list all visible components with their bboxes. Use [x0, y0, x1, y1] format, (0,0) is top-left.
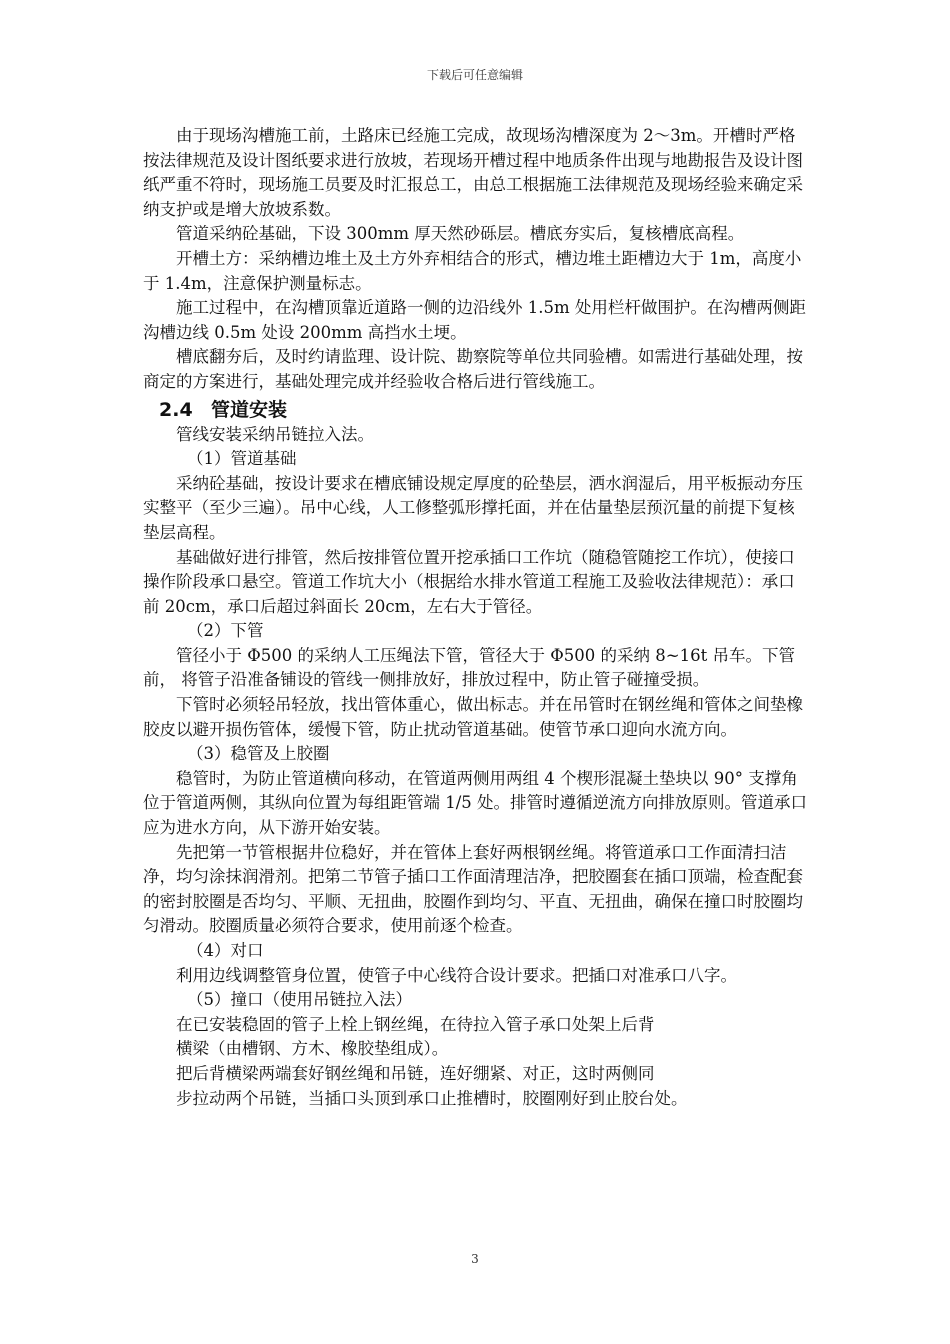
document-body: [143, 124, 811, 1111]
paragraph: 基础做好进行排管，然后按排管位置开挖承插口工作坑（随稳管随挖工作坑），使接口操作阶段承口悬空。管道工作坑大小（根据给水排水管道工程施工及验收法律规范）：承口前 20cm，承口后超过斜面长 20cm，左右大于管径。: [143, 547, 795, 616]
paragraph: 管线安装采纳吊链拉入法。: [176, 424, 374, 444]
paragraph-line: 在已安装稳固的管子上栓上钢丝绳，在待拉入管子承口处架上后背: [176, 1014, 655, 1034]
paragraph: 槽底翻夯后，及时约请监理、设计院、勘察院等单位共同验槽。如需进行基础处理，按商定的方案进行，基础处理完成并经验收合格后进行管线施工。: [143, 347, 803, 391]
page-number: 3: [471, 1252, 479, 1266]
paragraph-line: 步拉动两个吊链，当插口头顶到承口止推槽时，胶圈刚好到止胶台处。: [176, 1088, 688, 1108]
paragraph-line: 把后背横梁两端套好钢丝绳和吊链，连好绷紧、对正，这时两侧同: [176, 1063, 655, 1083]
subheading: （4）对口: [187, 941, 264, 960]
paragraph: 管道采纳砼基础，下设 300mm 厚天然砂砾层。槽底夯实后，复核槽底高程。: [176, 224, 745, 244]
subheading: （1）管道基础: [187, 449, 297, 469]
paragraph: 管径小于 Φ500 的采纳人工压绳法下管，管径大于 Φ500 的采纳 8~16t 吊车。下管前， 将管子沿准备铺设的管线一侧排放好，排放过程中，防止管子碰撞受损。: [143, 645, 795, 690]
paragraph: 利用边线调整管身位置，使管子中心线符合设计要求。把插口对准承口八字。: [176, 965, 737, 985]
paragraph: 开槽土方：采纳槽边堆土及土方外弃相结合的形式，槽边堆土距槽边大于 1m，高度小于 1.4m，注意保护测量标志。: [143, 248, 802, 293]
subheading: （5）撞口（使用吊链拉入法）: [187, 990, 412, 1010]
subheading: （3）稳管及上胶圈: [187, 744, 330, 764]
subheading: （2）下管: [187, 621, 264, 641]
section-heading: [143, 397, 811, 423]
page-header: 下载后可任意编辑: [426, 68, 523, 82]
paragraph: 先把第一节管根据井位稳好，并在管体上套好两根钢丝绳。将管道承口工作面清扫洁净，均匀涂抹润滑剂。把第二节管子插口工作面清理洁净，把胶圈套在插口顶端，检查配套的密封胶圈是否均匀、平顺、无扭曲，胶圈作到均匀、平直、无扭曲，确保在撞口时胶圈均匀滑动。胶圈质量必须符合要求，使用前逐个检查。: [143, 842, 803, 936]
section-title: 管道安装: [211, 398, 288, 421]
paragraph: 下管时必须轻吊轻放，找出管体重心，做出标志。并在吊管时在钢丝绳和管体之间垫橡胶皮以避开损伤管体，缓慢下管，防止扰动管道基础。使管节承口迎向水流方向。: [143, 695, 803, 739]
paragraph: 施工过程中，在沟槽顶靠近道路一侧的边沿线外 1.5m 处用栏杆做围护。在沟槽两侧距沟槽边线 0.5m 处设 200mm 高挡水土埂。: [143, 298, 806, 342]
paragraph: 采纳砼基础，按设计要求在槽底铺设规定厚度的砼垫层，洒水润湿后，用平板振动夯压实整平（至少三遍）。吊中心线，人工修整弧形撑托面，并在估量垫层预沉量的前提下复核垫层高程。: [143, 473, 803, 542]
paragraph: 由于现场沟槽施工前，土路床已经施工完成，故现场沟槽深度为 2～3m。开槽时严格按法律规范及设计图纸要求进行放坡，若现场开槽过程中地质条件出现与地勘报告及设计图纸严重不符时，现场施工员要及时汇报总工，由总工根据施工法律规范及现场经验来确定采纳支护或是增大放坡系数。: [143, 126, 803, 219]
section-number: 2.4: [159, 398, 193, 421]
paragraph-line: 横梁（由槽钢、方木、橡胶垫组成）。: [176, 1039, 449, 1059]
paragraph: 稳管时，为防止管道横向移动，在管道两侧用两组 4 个楔形混凝土垫块以 90° 支撑角位于管道两侧，其纵向位置为每组距管端 1/5 处。排管时遵循逆流方向排放原则。管道承口应为进水方向，从下游开始安装。: [143, 768, 808, 838]
